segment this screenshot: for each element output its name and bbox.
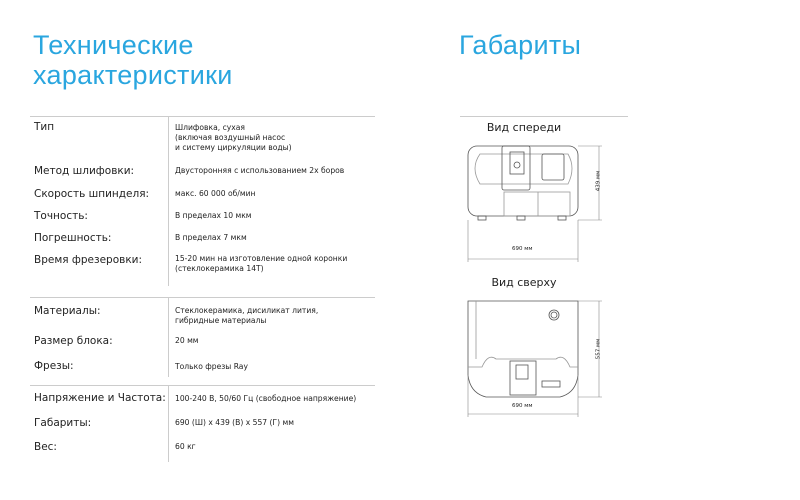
front-width-label: 690 мм xyxy=(512,246,533,252)
divider xyxy=(30,297,375,298)
spec-value: В пределах 7 мкм xyxy=(175,233,247,242)
spec-label: Габариты: xyxy=(34,417,92,429)
spec-label: Напряжение и Частота: xyxy=(34,392,166,404)
spec-value: Стеклокерамика, дисиликат лития, гибридные материалы xyxy=(175,306,319,325)
divider xyxy=(30,116,375,117)
spec-label: Время фрезеровки: xyxy=(34,254,143,266)
spec-value: Только фрезы Ray xyxy=(175,362,248,371)
spec-label: Метод шлифовки: xyxy=(34,165,135,177)
top-view-drawing xyxy=(460,295,610,420)
front-view-caption: Вид спереди xyxy=(486,121,562,134)
top-width-label: 690 мм xyxy=(512,403,533,409)
divider xyxy=(460,116,628,117)
divider xyxy=(30,385,375,386)
spec-label: Вес: xyxy=(34,441,57,453)
spec-value: 100-240 В, 50/60 Гц (свободное напряжение) xyxy=(175,394,357,403)
spec-label: Скорость шпинделя: xyxy=(34,188,150,200)
top-view-caption: Вид сверху xyxy=(491,276,557,289)
spec-value: 20 мм xyxy=(175,336,199,345)
column-divider xyxy=(168,297,169,377)
spec-value: макс. 60 000 об/мин xyxy=(175,189,256,198)
front-height-label: 439 мм xyxy=(595,170,602,192)
spec-value: Шлифовка, сухая (включая воздушный насос и систему циркуляции воды) xyxy=(175,123,292,152)
top-depth-label: 557 мм xyxy=(595,338,602,360)
title-line: характеристики xyxy=(33,60,233,90)
spec-label: Погрешность: xyxy=(34,232,112,244)
spec-value: В пределах 10 мкм xyxy=(175,211,252,220)
front-view-drawing xyxy=(460,140,610,265)
spec-value: 15-20 мин на изготовление одной коронки (стеклокерамика 14T) xyxy=(175,254,348,273)
spec-label: Материалы: xyxy=(34,305,101,317)
column-divider xyxy=(168,385,169,462)
spec-label: Фрезы: xyxy=(34,360,74,372)
spec-value: 690 (Ш) x 439 (В) x 557 (Г) мм xyxy=(175,418,294,427)
dimensions-title: Габариты xyxy=(459,30,582,60)
spec-value: 60 кг xyxy=(175,442,196,451)
spec-value: Двусторонняя с использованием 2х боров xyxy=(175,166,345,175)
spec-label: Точность: xyxy=(34,210,88,222)
title-line: Технические xyxy=(33,30,194,60)
spec-label: Размер блока: xyxy=(34,335,113,347)
spec-label: Тип xyxy=(34,121,55,133)
column-divider xyxy=(168,116,169,286)
page-title xyxy=(33,30,233,90)
